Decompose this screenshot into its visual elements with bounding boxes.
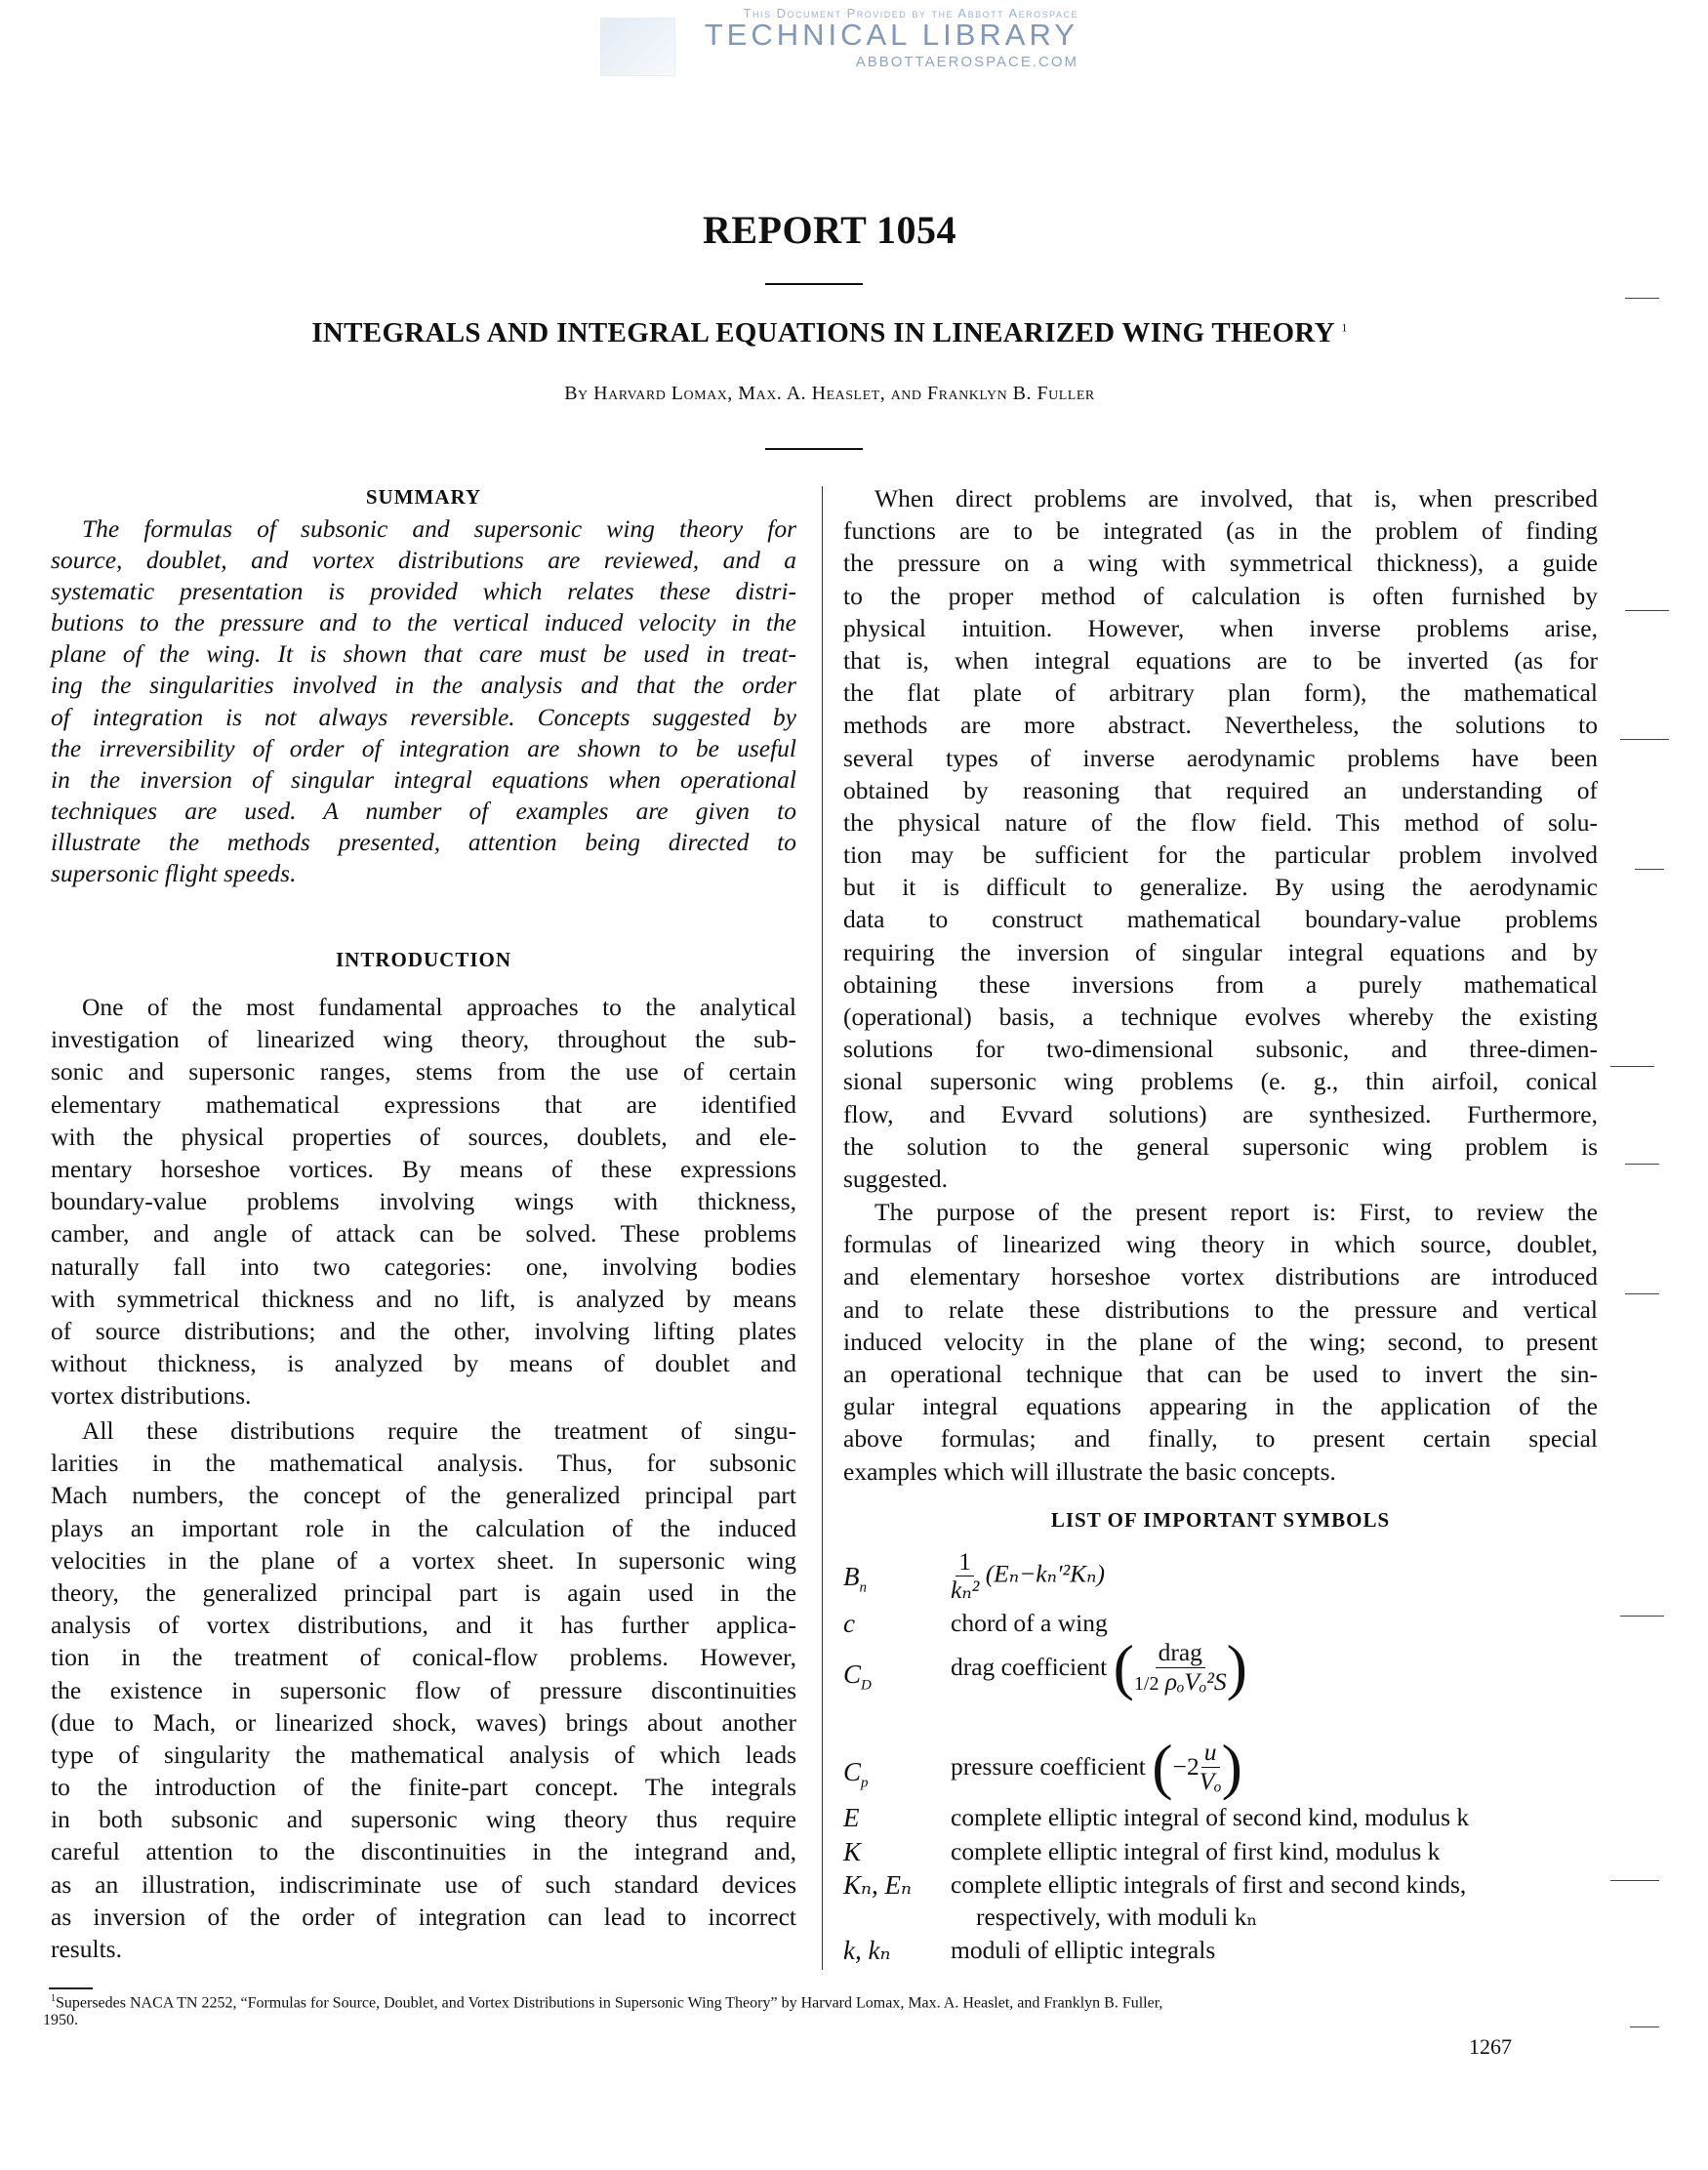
- symbol-definition: complete elliptic integral of second kind, modulus k: [951, 1803, 1470, 1831]
- symbol-definition: complete elliptic integrals of first and second kinds,: [951, 1870, 1467, 1899]
- text-line: solutions for two-dimensional subsonic, and three-dimen-: [843, 1035, 1598, 1064]
- text-line: camber, and angle of attack can be solved. These problems: [51, 1219, 796, 1249]
- text-line: to the introduction of the finite-part concept. The integrals: [51, 1773, 796, 1802]
- text-line: the physical nature of the flow field. This method of solu-: [843, 807, 1598, 837]
- divider: [765, 283, 863, 285]
- footnote: $^1$Supersedes NACA TN 2252, “Formulas for Source, Doublet, and Vortex Distributions in Supersonic Wing Theory” by Harvard Lomax, Max. A. Heaslet, and Franklyn B. Fuller, 1950.: [43, 1993, 1163, 2029]
- text-line: supersonic flight speeds.: [51, 859, 297, 888]
- text-line: flow, and Evvard solutions) are synthesized. Furthermore,: [843, 1099, 1598, 1128]
- text-line: elementary mathematical expressions that are identified: [51, 1089, 796, 1119]
- byline: By Harvard Lomax, Max. A. Heaslet, and Franklyn B. Fuller: [564, 383, 1095, 404]
- footnote-rule: [49, 1987, 93, 1989]
- text-line: mentary horseshoe vortices. By means of these expressions: [51, 1154, 796, 1183]
- watermark-line2: TECHNICAL LIBRARY: [704, 18, 1078, 52]
- text-line: and to relate these distributions to the pressure and vertical: [843, 1294, 1598, 1324]
- text-line: investigation of linearized wing theory, throughout the sub-: [51, 1025, 796, 1054]
- text-line: with the physical properties of sources, doublets, and ele-: [51, 1122, 796, 1151]
- text-line: tion in the treatment of conical-flow problems. However,: [51, 1643, 796, 1672]
- intro-paragraph-4: [843, 1196, 1598, 1488]
- watermark-url: ABBOTTAEROSPACE.COM: [855, 54, 1078, 70]
- symbol: E: [843, 1803, 860, 1832]
- text-line: in both subsonic and supersonic wing theory thus require: [51, 1805, 796, 1834]
- text-line: ing the singularities involved in the analysis and that the order: [51, 671, 796, 700]
- text-line: careful attention to the discontinuities in the integrand and,: [51, 1837, 796, 1866]
- intro-paragraph-2: [51, 1414, 796, 1965]
- symbol: $C_D$: [843, 1659, 872, 1694]
- text-line: butions to the pressure and to the vertical induced velocity in the: [51, 608, 796, 637]
- symbol-definition: [951, 1548, 1105, 1604]
- text-line: the irreversibility of order of integration are shown to be useful: [51, 733, 796, 762]
- symbol-definition: drag coefficient ( $\frac{\text{drag}}{\text{1/2 ρₒVₒ²S}}$ ): [951, 1632, 1247, 1701]
- text-line: results.: [51, 1935, 122, 1963]
- text-line: in the inversion of singular integral equations when operational: [51, 764, 796, 794]
- footnote-ref: 1: [1341, 320, 1348, 335]
- symbol-definition: moduli of elliptic integrals: [951, 1936, 1216, 1964]
- text-line: the pressure on a wing with symmetrical thickness), a guide: [843, 549, 1598, 578]
- scan-artifact: [1625, 1164, 1659, 1165]
- text-line: velocities in the plane of a vortex sheet. In supersonic wing: [51, 1545, 796, 1575]
- text-line: larities in the mathematical analysis. Thus, for subsonic: [51, 1449, 796, 1478]
- text-line: formulas of linearized wing theory in which source, doublet,: [843, 1230, 1598, 1259]
- symbol: K: [843, 1837, 862, 1866]
- report-number: REPORT 1054: [702, 208, 957, 252]
- scan-artifact: [1620, 739, 1669, 740]
- symbol-definition: complete elliptic integral of first kind, modulus k: [951, 1837, 1441, 1865]
- text-line: the flat plate of arbitrary plan form), the mathematical: [843, 678, 1598, 708]
- intro-paragraph-3: [843, 482, 1598, 1195]
- text-line: techniques are used. A number of examples are given to: [51, 796, 796, 825]
- text-line: without thickness, is analyzed by means of doublet and: [51, 1349, 796, 1378]
- text-line: gular integral equations appearing in the application of the: [843, 1392, 1598, 1421]
- text-line: data to construct mathematical boundary-value problems: [843, 905, 1598, 934]
- text-line: sonic and supersonic ranges, stems from the use of certain: [51, 1057, 796, 1086]
- text-line: vortex distributions.: [51, 1381, 252, 1411]
- text-line: and elementary horseshoe vortex distributions are introduced: [843, 1262, 1598, 1291]
- text-line: several types of inverse aerodynamic problems have been: [843, 743, 1598, 772]
- symbol: Kₙ, Eₙ: [843, 1870, 912, 1900]
- text-line: obtained by reasoning that required an understanding of: [843, 775, 1598, 804]
- text-line: One of the most fundamental approaches to the analytical: [82, 993, 796, 1021]
- column-divider: [822, 486, 823, 1970]
- symbol-definition-continued: respectively, with moduli kₙ: [976, 1903, 1258, 1931]
- symbol-definition: pressure coefficient (−2 $\frac{u}{\text{Vₒ}}$ ): [951, 1732, 1242, 1801]
- fraction: $\frac{\text{drag}}{\text{1/2 ρₒVₒ²S}}$: [1133, 1638, 1227, 1696]
- fraction: $\frac{u}{\text{Vₒ}}$: [1199, 1738, 1222, 1795]
- text-line: induced velocity in the plane of the wing; second, to present: [843, 1327, 1598, 1356]
- scan-artifact: [1610, 1066, 1654, 1067]
- watermark-logo: [600, 4, 1078, 74]
- text-line: requiring the inversion of singular integral equations and by: [843, 937, 1598, 966]
- text-line: as an illustration, indiscriminate use of such standard devices: [51, 1869, 796, 1899]
- text-line: tion may be sufficient for the particular problem involved: [843, 840, 1598, 870]
- symbol: $C_p$: [843, 1757, 869, 1791]
- introduction-heading: INTRODUCTION: [335, 948, 512, 971]
- text-line: obtaining these inversions from a purely mathematical: [843, 969, 1598, 999]
- text-line: but it is difficult to generalize. By using the aerodynamic: [843, 873, 1598, 902]
- text-line: source, doublet, and vortex distributions are reviewed, and a: [51, 546, 796, 575]
- footnote-year: 1950.: [43, 2012, 78, 2029]
- text-line: as inversion of the order of integration can lead to incorrect: [51, 1902, 796, 1931]
- text-line: The formulas of subsonic and supersonic wing theory for: [82, 514, 796, 543]
- text-line: to the proper method of calculation is often furnished by: [843, 581, 1598, 610]
- text-line: plays an important role in the calculation of the induced: [51, 1513, 796, 1542]
- text-line: functions are to be integrated (as in the problem of finding: [843, 516, 1598, 546]
- watermark-line1: This Document Provided by the Abbott Aerospace: [743, 6, 1078, 20]
- fraction: $\frac{1}{\text{kₙ²}}$: [951, 1547, 980, 1605]
- text-line: analysis of vortex distributions, and it has further applica-: [51, 1611, 796, 1640]
- text-line: sional supersonic wing problems (e. g., thin airfoil, conical: [843, 1067, 1598, 1096]
- text-line: (due to Mach, or linearized shock, waves) brings about another: [51, 1707, 796, 1737]
- title-text: INTEGRALS AND INTEGRAL EQUATIONS IN LINEARIZED WING THEORY: [311, 317, 1334, 348]
- text-line: type of singularity the mathematical analysis of which leads: [51, 1740, 796, 1769]
- page-title: [0, 317, 1659, 349]
- text-line: systematic presentation is provided which relates these distri-: [51, 577, 796, 606]
- text-line: of integration is not always reversible. Concepts suggested by: [51, 702, 796, 731]
- text-line: illustrate the methods presented, attention being directed to: [51, 827, 796, 856]
- text-line: methods are more abstract. Nevertheless, the solutions to: [843, 711, 1598, 740]
- text-line: the existence in supersonic flow of pressure discontinuities: [51, 1675, 796, 1704]
- text-line: boundary-value problems involving wings with thickness,: [51, 1187, 796, 1216]
- text-line: (operational) basis, a technique evolves whereby the existing: [843, 1003, 1598, 1031]
- expression: (Eₙ−kₙ′²Kₙ): [985, 1559, 1106, 1588]
- summary-text: [51, 513, 796, 889]
- intro-paragraph-1: [51, 991, 796, 1412]
- text-line: above formulas; and finally, to present certain special: [843, 1424, 1598, 1453]
- text-line: The purpose of the present report is: First, to review the: [874, 1198, 1598, 1226]
- scan-artifact: [1635, 869, 1664, 870]
- symbol-definition: chord of a wing: [951, 1609, 1108, 1637]
- text-line: When direct problems are involved, that is, when prescribed: [874, 484, 1598, 512]
- symbol: c: [843, 1609, 855, 1638]
- symbol: k, kₙ: [843, 1936, 891, 1965]
- symbols-heading: LIST OF IMPORTANT SYMBOLS: [1050, 1508, 1391, 1532]
- summary-heading: SUMMARY: [365, 485, 482, 509]
- page-number: 1267: [1469, 2034, 1512, 2059]
- scan-artifact: [1625, 610, 1669, 611]
- text-line: of source distributions; and the other, involving lifting plates: [51, 1316, 796, 1345]
- divider: [765, 448, 863, 450]
- text-line: Mach numbers, the concept of the generalized principal part: [51, 1481, 796, 1510]
- text-line: that is, when integral equations are to be inverted (as for: [843, 645, 1598, 675]
- symbol: $B_n$: [843, 1562, 867, 1596]
- footnote-text: Supersedes NACA TN 2252, “Formulas for Source, Doublet, and Vortex Distributions in Supersonic Wing Theory” by Harvard Lomax, Max. A. Heaslet, and Franklyn B. Fuller,: [56, 1994, 1163, 2012]
- scan-artifact: [1625, 1293, 1659, 1294]
- text-line: examples which will illustrate the basic concepts.: [843, 1456, 1336, 1486]
- text-line: theory, the generalized principal part is again used in the: [51, 1577, 796, 1607]
- text-line: the solution to the general supersonic wing problem is: [843, 1131, 1598, 1161]
- text-line: suggested.: [843, 1164, 948, 1193]
- text-line: plane of the wing. It is shown that care must be used in treat-: [51, 639, 796, 669]
- text-line: All these distributions require the treatment of singu-: [82, 1416, 796, 1445]
- text-line: an operational technique that can be used to invert the sin-: [843, 1359, 1598, 1388]
- text-line: naturally fall into two categories: one, involving bodies: [51, 1251, 796, 1281]
- scan-artifact: [1625, 298, 1659, 299]
- text-line: with symmetrical thickness and no lift, is analyzed by means: [51, 1284, 796, 1313]
- text-line: physical intuition. However, when inverse problems arise,: [843, 613, 1598, 642]
- scan-artifact: [1610, 1880, 1659, 1881]
- scan-artifact: [1620, 1616, 1664, 1617]
